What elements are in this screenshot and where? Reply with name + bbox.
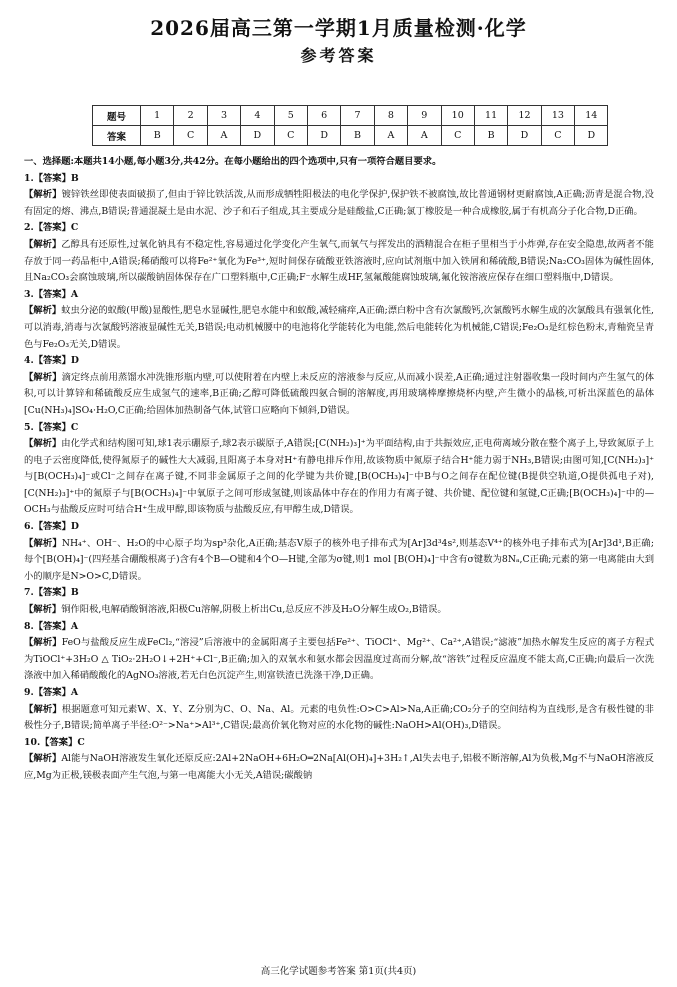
question-explanation: [24, 635, 654, 685]
question-number-cell: 14: [575, 106, 608, 126]
explanation-label: 【解析】: [24, 537, 62, 549]
question-number-cell: 1: [141, 106, 174, 126]
explanation-text: 由化学式和结构图可知,球1表示硼原子,球2表示碳原子,A错误;[C(NH₂)₃]⁺为平面结构,由于共振效应,正电荷离域分散在整个离子上,导致氮原子上的电子云密度降低,使得氮原子的碱性大大减弱,且阳离子本身对H⁺有静电排斥作用,故该物质中氮原子结合H⁺能力弱于NH₃,B错误;由图可知,[C(NH₂)₃]⁺与[B(OCH₃)₄]⁻或Cl⁻之间存在离子键,不同非金属原子之间的化学键为共价键,[B(OCH₃)₄]⁻中B与O之间存在配位键(B提供空轨道,O提供孤电子对),[C(NH₂)₃]⁺中的氮原子与[B(OCH₃)₄]⁻中氧原子之间可形成氢键,则该晶体中存在的作用力有离子键、共价键、配位键和氢键,C正确;[B(OCH₃)₄]⁻中的—OCH₃与盐酸反应时可结合H⁺生成甲醇,即该物质与盐酸反应,有甲醇生成,D错误。: [24, 438, 654, 516]
section-intro: 一、选择题:本题共14小题,每小题3分,共42分。在每小题给出的四个选项中,只有一项符合题目要求。: [24, 156, 442, 167]
question-answer-heading: 7.【答案】B: [24, 587, 79, 599]
explanation-text: 镀锌铁丝即使表面破损了,但由于锌比铁活泼,从而形成牺牲阳极法的电化学保护,保护铁不被腐蚀,故比普通钢材更耐腐蚀,A正确;沥青是混合物,没有固定的熔、沸点,B错误;普通混凝土是由水泥、沙子和石子组成,其主要成分是硅酸盐,C正确;氯丁橡胶是一种合成橡胶,属于有机高分子化合物,D正确。: [24, 189, 654, 217]
explanation-text: NH₄⁺、OH⁻、H₂O的中心原子均为sp³杂化,A正确;基态V原子的核外电子排布式为[Ar]3d³4s²,则基态V⁴⁺的核外电子排布式为[Ar]3d¹,B正确;每个[B(OH)₄]⁻(四羟基合硼酸根离子)含有4个B—O键和4个O—H键,全部为σ键,则1 mol [B(OH)₄]⁻中含有σ键数为8Nₐ,C正确;元素的第一电离能由大到小的顺序是N>O>C,D错误。: [24, 537, 654, 582]
question-explanation: [24, 536, 654, 586]
row-label-number: 题号: [93, 106, 141, 126]
question-answer-heading: 8.【答案】A: [24, 620, 79, 632]
explanation-text: FeO与盐酸反应生成FeCl₂,“溶浸”后溶液中的金属阳离子主要包括Fe²⁺、TiOCl⁺、Mg²⁺、Ca²⁺,A错误;“滤液”加热水解发生反应的离子方程式为TiOCl⁺+3H₂O △ TiO₂·2H₂O↓+2H⁺+Cl⁻,B正确;加入的双氧水和氨水都会因温度过高而分解,故“溶铁”过程反应温度不能太高,C正确;向最后一次洗涤液中加入稀硝酸酸化的AgNO₃溶液,若无白色沉淀产生,则富铁渣已洗涤干净,D正确。: [24, 637, 654, 682]
explanation-text: Al能与NaOH溶液发生氧化还原反应:2Al+2NaOH+6H₂O═2Na[Al(OH)₄]+3H₂↑,Al失去电子,铝极不断溶解,Al为负极,Mg不与NaOH溶液反应,Mg为正极,镁极表面产生气泡,与第一电离能大小无关,A错误;碳酸钠: [24, 753, 654, 781]
question-explanation: [24, 702, 654, 735]
answer-cell: B: [341, 126, 374, 146]
answer-cell: C: [441, 126, 474, 146]
question-number-cell: 2: [174, 106, 207, 126]
explanation-label: 【解析】: [24, 305, 62, 317]
question-answer-heading: 10.【答案】C: [24, 736, 85, 748]
explanation-text: 滴定终点前用蒸馏水冲洗锥形瓶内壁,可以使附着在内壁上未反应的溶液参与反应,从而减小误差,A正确;通过注射器收集一段时间内产生氢气的体积,可以计算锌和稀硫酸反应生成氢气的速率,B正确;乙醇可降低硫酸四氨合铜的溶解度,再用玻璃棒摩擦烧杯内壁,产生微小的晶核,可析出深蓝色的晶体[Cu(NH₃)₄]SO₄·H₂O,C正确;给固体加热制备气体,试管口应略向下倾斜,D错误。: [24, 371, 654, 416]
explanation-label: 【解析】: [24, 371, 62, 383]
question-number-cell: 9: [408, 106, 441, 126]
row-label-answer: 答案: [93, 126, 141, 146]
explanation-label: 【解析】: [24, 753, 62, 765]
answer-cell: B: [474, 126, 507, 146]
explanation-label: 【解析】: [24, 703, 62, 715]
explanation-label: 【解析】: [24, 438, 62, 450]
question-explanation: [24, 303, 654, 353]
question-number-cell: 8: [374, 106, 407, 126]
answer-table-number-row: [93, 106, 608, 126]
answer-cell: C: [541, 126, 574, 146]
question-answer-heading: 9.【答案】A: [24, 687, 79, 698]
explanation-label: 【解析】: [24, 637, 62, 649]
question-number-cell: 11: [474, 106, 507, 126]
answer-table-answer-row: [93, 126, 608, 146]
answer-cell: C: [274, 126, 307, 146]
page-title: 2026届高三第一学期1月质量检测·化学: [150, 16, 527, 40]
explanation-text: 铜作阳极,电解硝酸铜溶液,阳极Cu溶解,阴极上析出Cu,总反应不涉及H₂O分解生成O₂,B错误。: [61, 604, 447, 616]
answer-cell: B: [141, 126, 174, 146]
answer-cell: D: [575, 126, 608, 146]
answer-table: [92, 105, 608, 146]
question-explanation: [24, 751, 654, 784]
question-explanation: [24, 237, 654, 287]
explanation-label: 【解析】: [24, 238, 62, 250]
question-answer-heading: 2.【答案】C: [24, 222, 79, 234]
explanation-label: 【解析】: [24, 189, 62, 201]
answer-cell: D: [508, 126, 541, 146]
question-answer-heading: 6.【答案】D: [24, 521, 79, 533]
explanation-label: 【解析】: [24, 604, 62, 616]
question-answer-heading: 1.【答案】B: [24, 172, 79, 184]
question-number-cell: 4: [241, 106, 274, 126]
question-number-cell: 10: [441, 106, 474, 126]
answer-cell: A: [374, 126, 407, 146]
question-number-cell: 6: [307, 106, 340, 126]
question-number-cell: 7: [341, 106, 374, 126]
answer-cell: D: [241, 126, 274, 146]
question-number-cell: 3: [207, 106, 240, 126]
answer-cell: C: [174, 126, 207, 146]
page-subtitle: 参考答案: [300, 46, 377, 65]
question-number-cell: 12: [508, 106, 541, 126]
explanation-text: 蚊虫分泌的蚁酸(甲酸)显酸性,肥皂水显碱性,肥皂水能中和蚁酸,减轻痛痒,A正确;漂白粉中含有次氯酸钙,次氯酸钙水解生成的次氯酸具有强氧化性,可以消毒,消毒与次氯酸钙溶液显碱性无关,B错误;电动机械腰中的电池将化学能转化为电能,然后电能转化为机械能,C错误;Fe₂O₃是红棕色粉末,青釉瓷呈青色与Fe₂O₃无关,D错误。: [24, 305, 654, 350]
question-answer-heading: 3.【答案】A: [24, 288, 79, 300]
explanation-text: 乙醇具有还原性,过氧化钠具有不稳定性,容易通过化学变化产生氧气,而氧气与挥发出的酒精混合在柜子里相当于小炸弹,存在安全隐患,故两者不能存放于同一药品柜中,A错误;稀硝酸可以将Fe²⁺氧化为Fe³⁺,短时间保存硫酸亚铁溶液时,应向试剂瓶中加入铁屑和稀硫酸,B错误;Na₂CO₃固体为碱性固体,且Na₂CO₃会腐蚀玻璃,所以碳酸钠固体保存在广口塑料瓶中,C正确;F⁻水解生成HF,氢氟酸能腐蚀玻璃,氟化铵溶液应保存在细口塑料瓶中,D错误。: [24, 238, 654, 284]
answer-cell: A: [408, 126, 441, 146]
question-explanation: [24, 602, 654, 619]
question-explanation: [24, 370, 654, 420]
explanations: [24, 154, 654, 785]
answer-cell: D: [307, 126, 340, 146]
question-answer-heading: 4.【答案】D: [24, 355, 79, 367]
explanation-text: 根据题意可知元素W、X、Y、Z分别为C、O、Na、Al。元素的电负性:O>C>Al>Na,A正确;CO₂分子的空间结构为直线形,是含有极性键的非极性分子,B错误;简单离子半径:O²⁻>Na⁺>Al³⁺,C错误;最高价氧化物对应的水化物的碱性:NaOH>Al(OH)₃,D错误。: [24, 703, 654, 732]
question-answer-heading: 5.【答案】C: [24, 421, 79, 433]
question-explanation: [24, 436, 654, 519]
question-number-cell: 5: [274, 106, 307, 126]
question-explanation: [24, 187, 654, 220]
answer-cell: A: [207, 126, 240, 146]
question-number-cell: 13: [541, 106, 574, 126]
page-footer: 高三化学试题参考答案 第1页(共4页): [260, 966, 417, 977]
